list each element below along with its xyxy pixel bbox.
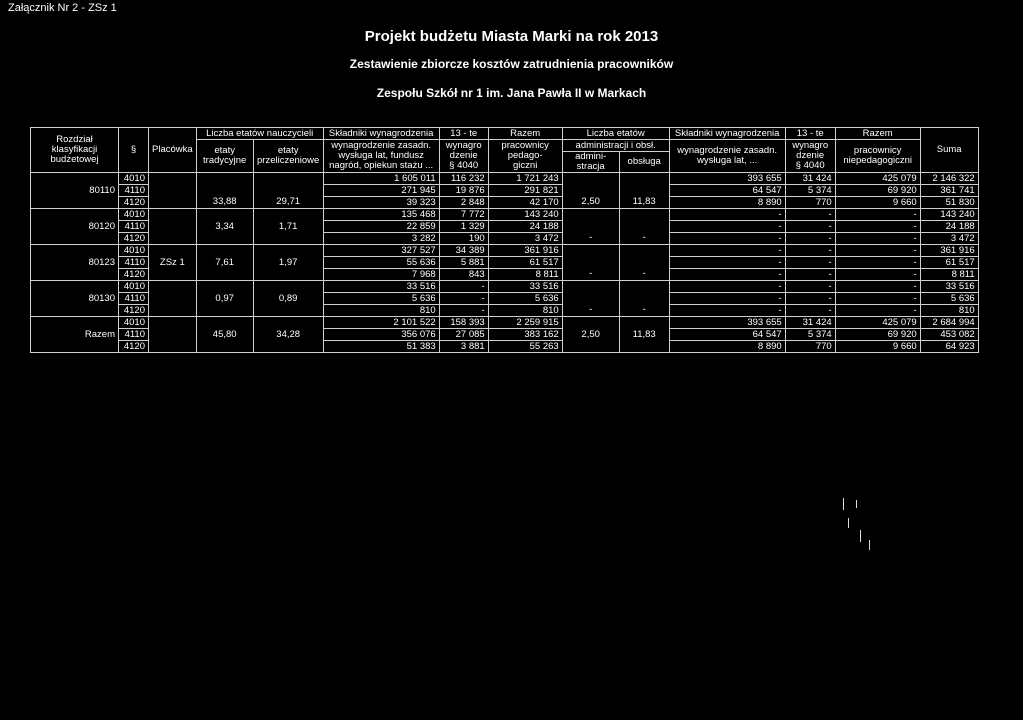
cell-obs	[619, 209, 669, 221]
cell-obs: -	[619, 233, 669, 245]
cell-placowka	[149, 197, 197, 209]
cell-raznped: -	[835, 281, 920, 293]
header-13te-1-line: dzenie	[449, 150, 478, 161]
cell-przel	[253, 305, 323, 317]
cell-razped: 42 170	[488, 197, 562, 209]
cell-t1: -	[439, 293, 488, 305]
cell-skl2: -	[669, 257, 785, 269]
cell-suma: 361 741	[920, 185, 978, 197]
cell-skl1: 271 945	[323, 185, 439, 197]
cost-table	[30, 127, 979, 353]
cell-obs: -	[619, 269, 669, 281]
header-skladniki-2-l1: Składniki wynagrodzenia	[669, 128, 785, 140]
header-skladniki-2-rest	[669, 140, 785, 173]
cell-suma: 24 188	[920, 221, 978, 233]
cell-par: 4010	[119, 281, 149, 293]
cell-obs	[619, 317, 669, 329]
header-razem-ped-line: pedago-	[507, 150, 543, 161]
cell-adm	[562, 281, 619, 293]
cell-placowka	[149, 341, 197, 353]
cell-rozdzial	[31, 245, 119, 257]
cell-przel	[253, 341, 323, 353]
cell-par: 4110	[119, 185, 149, 197]
cell-t1: 5 881	[439, 257, 488, 269]
cell-placowka	[149, 281, 197, 293]
cell-trad	[196, 305, 253, 317]
cell-razped: 810	[488, 305, 562, 317]
cell-par: 4120	[119, 305, 149, 317]
cell-przel	[253, 173, 323, 185]
cell-raznped: -	[835, 257, 920, 269]
cell-trad: 0,97	[196, 293, 253, 305]
cell-razped: 55 263	[488, 341, 562, 353]
cell-suma: 61 517	[920, 257, 978, 269]
cell-t1: 7 772	[439, 209, 488, 221]
cell-obs	[619, 281, 669, 293]
cell-par: 4120	[119, 269, 149, 281]
cell-obs	[619, 185, 669, 197]
header-razem-nped-l1: Razem	[835, 128, 920, 140]
cell-skl2: -	[669, 269, 785, 281]
header-13te-2-rest	[785, 140, 835, 173]
cell-skl1: 22 859	[323, 221, 439, 233]
cell-t2: -	[785, 221, 835, 233]
cell-placowka	[149, 245, 197, 257]
cell-placowka	[149, 317, 197, 329]
cell-t2: -	[785, 245, 835, 257]
cell-par: 4110	[119, 257, 149, 269]
cell-obs	[619, 221, 669, 233]
header-placowka: Placówka	[149, 128, 197, 173]
cell-skl2: 393 655	[669, 173, 785, 185]
header-13te-2-l1: 13 - te	[785, 128, 835, 140]
cell-skl2: -	[669, 305, 785, 317]
cell-raznped: 9 660	[835, 341, 920, 353]
header-skladniki-1-line: wynagrodzenie zasadn.	[331, 140, 432, 151]
header-liczba-adm: Liczba etatów	[562, 128, 669, 140]
header-13te-1-rest	[439, 140, 488, 173]
cell-suma: 2 146 322	[920, 173, 978, 185]
cell-suma: 33 516	[920, 281, 978, 293]
header-etaty-trad-line: tradycyjne	[203, 155, 247, 166]
header-liczba-adm-2: administracji i obsł.	[562, 140, 669, 152]
cell-razped: 1 721 243	[488, 173, 562, 185]
cell-t1: 158 393	[439, 317, 488, 329]
scan-mark	[869, 540, 870, 550]
cell-skl2: -	[669, 281, 785, 293]
header-etaty-przel-line: przeliczeniowe	[257, 155, 320, 166]
cell-skl1: 327 527	[323, 245, 439, 257]
table-row	[31, 317, 979, 329]
cell-skl1: 1 605 011	[323, 173, 439, 185]
cell-obs	[619, 341, 669, 353]
cell-przel	[253, 269, 323, 281]
cell-placowka: ZSz 1	[149, 257, 197, 269]
table-row	[31, 293, 979, 305]
school-name: Zespołu Szkół nr 1 im. Jana Pawła II w Markach	[376, 86, 647, 100]
cell-trad	[196, 173, 253, 185]
cell-skl1: 33 516	[323, 281, 439, 293]
cell-adm	[562, 317, 619, 329]
cell-trad: 7,61	[196, 257, 253, 269]
cell-t1: -	[439, 281, 488, 293]
cell-skl1: 356 076	[323, 329, 439, 341]
table-row	[31, 173, 979, 185]
cell-t2: -	[785, 305, 835, 317]
cell-trad	[196, 281, 253, 293]
page-title: Projekt budżetu Miasta Marki na rok 2013	[364, 28, 659, 45]
header-etaty-trad	[196, 140, 253, 173]
cell-t2: 5 374	[785, 185, 835, 197]
cell-raznped: -	[835, 269, 920, 281]
cell-raznped: 69 920	[835, 329, 920, 341]
cell-rozdzial	[31, 173, 119, 185]
cell-t1: 19 876	[439, 185, 488, 197]
cell-placowka	[149, 209, 197, 221]
cell-placowka	[149, 233, 197, 245]
cell-trad	[196, 233, 253, 245]
header-skladniki-2-line: wynagrodzenie zasadn.	[677, 145, 778, 156]
cell-trad	[196, 341, 253, 353]
cell-adm	[562, 293, 619, 305]
cell-skl1: 55 636	[323, 257, 439, 269]
header-razem-ped-rest	[488, 140, 562, 173]
header-rozdzial	[31, 128, 119, 173]
cell-t1: 190	[439, 233, 488, 245]
cell-rozdzial	[31, 317, 119, 329]
header-rozdzial-line: budżetowej	[50, 154, 99, 165]
cell-skl2: -	[669, 245, 785, 257]
cell-trad: 33,88	[196, 197, 253, 209]
cell-razped: 291 821	[488, 185, 562, 197]
header-razem-nped-rest	[835, 140, 920, 173]
cell-trad	[196, 317, 253, 329]
cell-skl1: 39 323	[323, 197, 439, 209]
table-row	[31, 185, 979, 197]
cell-przel	[253, 281, 323, 293]
header-admin	[562, 152, 619, 173]
table-row	[31, 305, 979, 317]
cell-suma: 810	[920, 305, 978, 317]
cell-rozdzial	[31, 197, 119, 209]
cell-razped: 383 162	[488, 329, 562, 341]
cell-rozdzial	[31, 341, 119, 353]
header-etaty-trad-line: etaty	[214, 145, 235, 156]
header-row-1	[31, 128, 979, 140]
cell-skl1: 2 101 522	[323, 317, 439, 329]
cell-t2: 31 424	[785, 317, 835, 329]
header-razem-ped-line: giczni	[513, 160, 538, 171]
cell-t2: -	[785, 293, 835, 305]
cell-obs: 11,83	[619, 197, 669, 209]
table-row	[31, 221, 979, 233]
scan-mark	[848, 518, 849, 528]
cell-adm	[562, 221, 619, 233]
cell-suma: 5 636	[920, 293, 978, 305]
cell-obs	[619, 293, 669, 305]
cell-raznped: 69 920	[835, 185, 920, 197]
header-razem-ped-line: pracownicy	[501, 140, 549, 151]
header-etaty-przel	[253, 140, 323, 173]
cell-t2: -	[785, 257, 835, 269]
cell-trad	[196, 269, 253, 281]
cell-trad	[196, 209, 253, 221]
table-row	[31, 329, 979, 341]
cell-suma: 64 923	[920, 341, 978, 353]
cell-adm	[562, 185, 619, 197]
cell-adm	[562, 209, 619, 221]
header-skladniki-1-rest	[323, 140, 439, 173]
scan-mark	[860, 530, 861, 542]
cell-skl1: 7 968	[323, 269, 439, 281]
table-row	[31, 197, 979, 209]
header-skladniki-1-l1: Składniki wynagrodzenia	[323, 128, 439, 140]
table-row	[31, 281, 979, 293]
cell-t2: -	[785, 233, 835, 245]
cell-par: 4110	[119, 221, 149, 233]
cell-przel	[253, 317, 323, 329]
cell-raznped: -	[835, 305, 920, 317]
cell-t2: 31 424	[785, 173, 835, 185]
cell-skl1: 135 468	[323, 209, 439, 221]
page-subtitle: Zestawienie zbiorcze kosztów zatrudnienia pracowników	[349, 57, 674, 71]
cell-razped: 2 259 915	[488, 317, 562, 329]
cell-rozdzial	[31, 269, 119, 281]
cell-adm: 2,50	[562, 329, 619, 341]
cell-suma: 3 472	[920, 233, 978, 245]
cell-adm: 2,50	[562, 197, 619, 209]
cell-przel: 29,71	[253, 197, 323, 209]
cell-razped: 8 811	[488, 269, 562, 281]
cell-rozdzial	[31, 305, 119, 317]
header-13te-2-line: dzenie	[796, 150, 825, 161]
cell-t1: 1 329	[439, 221, 488, 233]
header-13te-1-line: § 4040	[449, 160, 479, 171]
cell-przel	[253, 233, 323, 245]
header-suma: Suma	[920, 128, 978, 173]
cell-obs: -	[619, 305, 669, 317]
header-razem-nped-line: niepedagogiczni	[843, 155, 912, 166]
header-skladniki-2-line: wysługa lat, ...	[697, 155, 758, 166]
cell-par: 4120	[119, 233, 149, 245]
cell-przel	[253, 245, 323, 257]
cell-t2: 770	[785, 341, 835, 353]
cell-par: 4010	[119, 245, 149, 257]
cell-razped: 5 636	[488, 293, 562, 305]
cell-trad: 45,80	[196, 329, 253, 341]
cell-t1: 3 881	[439, 341, 488, 353]
cell-razped: 3 472	[488, 233, 562, 245]
cell-rozdzial	[31, 233, 119, 245]
cell-t2: -	[785, 269, 835, 281]
cell-skl1: 5 636	[323, 293, 439, 305]
table-row	[31, 257, 979, 269]
cell-skl1: 3 282	[323, 233, 439, 245]
cell-razped: 143 240	[488, 209, 562, 221]
table-row	[31, 209, 979, 221]
header-skladniki-1-line: wysługa lat, fundusz	[338, 150, 424, 161]
header-admin-line: admini-	[575, 151, 607, 162]
cell-przel: 1,71	[253, 221, 323, 233]
cell-par: 4010	[119, 209, 149, 221]
cell-przel: 34,28	[253, 329, 323, 341]
cell-razped: 361 916	[488, 245, 562, 257]
cell-suma: 453 082	[920, 329, 978, 341]
cell-skl2: 64 547	[669, 185, 785, 197]
cell-adm	[562, 173, 619, 185]
header-rozdzial-line: Rozdział	[56, 134, 93, 145]
cell-trad: 3,34	[196, 221, 253, 233]
cell-skl2: -	[669, 293, 785, 305]
cell-raznped: 9 660	[835, 197, 920, 209]
cell-par: 4120	[119, 341, 149, 353]
header-13te-2-line: § 4040	[795, 160, 825, 171]
cell-rozdzial: 80110	[31, 185, 119, 197]
cell-t1: -	[439, 305, 488, 317]
cell-placowka	[149, 173, 197, 185]
cell-skl2: 64 547	[669, 329, 785, 341]
cell-rozdzial: 80120	[31, 221, 119, 233]
header-razem-nped-line: pracownicy	[853, 145, 902, 156]
cell-skl2: 8 890	[669, 197, 785, 209]
cell-placowka	[149, 185, 197, 197]
cell-suma: 2 684 994	[920, 317, 978, 329]
cell-rozdzial: 80130	[31, 293, 119, 305]
table-row	[31, 245, 979, 257]
cell-t1: 843	[439, 269, 488, 281]
attachment-note: Załącznik Nr 2 - ZSz 1	[8, 2, 117, 14]
cell-t1: 27 085	[439, 329, 488, 341]
cell-skl2: -	[669, 209, 785, 221]
header-etaty-przel-line: etaty	[277, 145, 299, 156]
cell-razped: 24 188	[488, 221, 562, 233]
cell-placowka	[149, 305, 197, 317]
header-paragraph: §	[119, 128, 149, 173]
cell-obs	[619, 245, 669, 257]
cell-rozdzial	[31, 209, 119, 221]
cell-placowka	[149, 329, 197, 341]
cell-suma: 8 811	[920, 269, 978, 281]
cell-skl2: -	[669, 233, 785, 245]
cell-adm: -	[562, 233, 619, 245]
header-skladniki-1-line: nagród, opiekun stażu ...	[329, 160, 434, 171]
cell-skl2: 393 655	[669, 317, 785, 329]
cell-t1: 2 848	[439, 197, 488, 209]
cell-razped: 61 517	[488, 257, 562, 269]
cell-placowka	[149, 269, 197, 281]
scan-mark	[856, 500, 857, 508]
cell-raznped: -	[835, 245, 920, 257]
cell-raznped: 425 079	[835, 173, 920, 185]
cell-adm	[562, 257, 619, 269]
cell-rozdzial	[31, 281, 119, 293]
cell-t2: -	[785, 281, 835, 293]
cell-adm: -	[562, 269, 619, 281]
cell-przel: 1,97	[253, 257, 323, 269]
header-admin-line: stracja	[576, 161, 605, 172]
cell-skl2: -	[669, 221, 785, 233]
header-13te-2-line: wynagro	[792, 140, 829, 151]
header-obsluga: obsługa	[619, 152, 669, 173]
cell-par: 4110	[119, 329, 149, 341]
cell-trad	[196, 185, 253, 197]
cell-trad	[196, 245, 253, 257]
cell-t2: 770	[785, 197, 835, 209]
cell-raznped: -	[835, 293, 920, 305]
table-row	[31, 233, 979, 245]
header-liczba-nauczycieli: Liczba etatów nauczycieli	[196, 128, 323, 140]
table-row	[31, 269, 979, 281]
cell-par: 4010	[119, 173, 149, 185]
cell-adm	[562, 245, 619, 257]
header-13te-1-line: wynagro	[445, 140, 482, 151]
header-rozdzial-line: klasyfikacji	[51, 144, 98, 155]
cell-raznped: -	[835, 221, 920, 233]
cell-rozdzial: Razem	[31, 329, 119, 341]
cell-raznped: 425 079	[835, 317, 920, 329]
header-13te-1-l1: 13 - te	[439, 128, 488, 140]
cell-placowka	[149, 293, 197, 305]
cell-raznped: -	[835, 209, 920, 221]
scan-mark	[843, 498, 844, 510]
cell-skl1: 51 383	[323, 341, 439, 353]
cell-suma: 143 240	[920, 209, 978, 221]
cell-par: 4120	[119, 197, 149, 209]
cell-adm: -	[562, 305, 619, 317]
cell-obs	[619, 257, 669, 269]
cell-t2: 5 374	[785, 329, 835, 341]
cell-przel	[253, 185, 323, 197]
cell-przel: 0,89	[253, 293, 323, 305]
table-body	[31, 173, 979, 353]
header-razem-ped-l1: Razem	[488, 128, 562, 140]
cell-rozdzial: 80123	[31, 257, 119, 269]
cell-par: 4110	[119, 293, 149, 305]
cell-suma: 51 830	[920, 197, 978, 209]
cell-t2: -	[785, 209, 835, 221]
cell-obs	[619, 173, 669, 185]
cell-adm	[562, 341, 619, 353]
table-row	[31, 341, 979, 353]
cell-przel	[253, 209, 323, 221]
cell-razped: 33 516	[488, 281, 562, 293]
cell-raznped: -	[835, 233, 920, 245]
cell-par: 4010	[119, 317, 149, 329]
cell-t1: 116 232	[439, 173, 488, 185]
cell-suma: 361 916	[920, 245, 978, 257]
cell-skl2: 8 890	[669, 341, 785, 353]
cell-obs: 11,83	[619, 329, 669, 341]
cell-placowka	[149, 221, 197, 233]
cell-t1: 34 389	[439, 245, 488, 257]
cell-skl1: 810	[323, 305, 439, 317]
